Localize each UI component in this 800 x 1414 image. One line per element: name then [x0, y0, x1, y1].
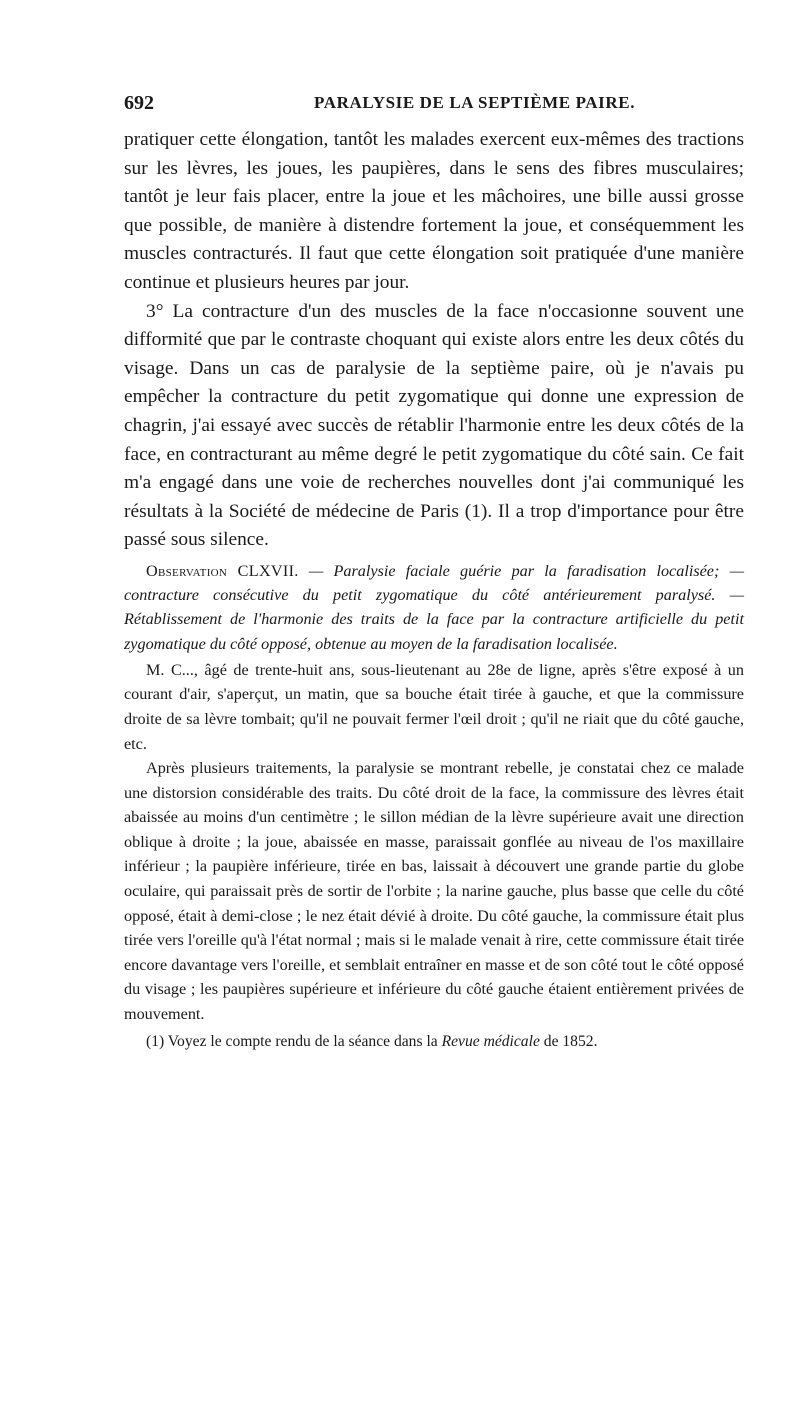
footnote-text-after: de 1852.: [539, 1032, 598, 1050]
running-title: PARALYSIE DE LA SEPTIÈME PAIRE.: [314, 93, 636, 112]
paragraph-elongation: pratiquer cette élongation, tantôt les malades exercent eux-mêmes des tractions sur les lèvres, les joues, les paupières, dans le sens des fibres musculaires; tantôt je leur fais placer, entre la joue et les mâchoires, une bille aussi grosse que possible, de manière à distendre fortement la joue, et conséquemment les muscles contracturés. Il faut que cette élongation soit pratiquée d'une manière continue et plusieurs heures par jour.: [124, 129, 744, 293]
footnote: [124, 1031, 744, 1053]
body-text: [124, 126, 744, 1053]
footnote-text-before: Voyez le compte rendu de la séance dans la: [164, 1032, 442, 1050]
observation-heading: [124, 559, 744, 656]
page-number: 692: [124, 92, 154, 114]
footnote-journal: Revue médicale: [441, 1032, 540, 1050]
page-header: [124, 92, 744, 120]
observation-title: — Paralysie faciale guérie par la faradisation localisée; — contracture consécutive du petit zygomatique du côté antérieurement paralysé. — Rétablissement de l'harmonie des traits de la face par la contracture artificielle du petit zygomatique du côté opposé, obtenue au moyen de la faradisation localisée.: [124, 561, 744, 653]
footnote-marker: (1): [146, 1032, 165, 1050]
observation-label: Observation CLXVII.: [146, 561, 299, 580]
case-paragraph-1: M. C..., âgé de trente-huit ans, sous-lieutenant au 28e de ligne, après s'être exposé à un courant d'air, s'aperçut, un matin, que sa bouche était tirée à gauche, et que la commissure droite de sa lèvre tombait; qu'il ne pouvait fermer l'œil droit ; qu'il ne riait que du côté gauche, etc.: [124, 660, 744, 753]
case-paragraph-2: Après plusieurs traitements, la paralysie se montrant rebelle, je constatai chez ce malade une distorsion considérable des traits. Du côté droit de la face, la commissure des lèvres était abaissée au moins d'un centimètre ; le sillon médian de la lèvre supérieure avait une direction oblique à droite ; la joue, abaissée en masse, paraissait gonflée au niveau de l'os maxillaire inférieur ; la paupière inférieure, tirée en bas, laissait à découvert une grande partie du globe oculaire, qui paraissait près de sortir de l'orbite ; la narine gauche, plus basse que celle du côté opposé, était à demi-close ; le nez était dévié à droite. Du côté gauche, la commissure était plus tirée vers l'oreille qu'à l'état normal ; mais si le malade venait à rire, cette commissure était tirée encore davantage vers l'oreille, et semblait entraîner en masse et de son côté tout le côté opposé du visage ; les paupières supérieure et inférieure du côté gauche étaient entièrement privées de mouvement.: [124, 759, 744, 1024]
paragraph-contracture: 3° La contracture d'un des muscles de la face n'occasionne souvent une difformité que par le contraste choquant qui existe alors entre les deux côtés du visage. Dans un cas de paralysie de la septième paire, où je n'avais pu empêcher la contracture du petit zygomatique qui donne une expression de chagrin, j'ai essayé avec succès de rétablir l'harmonie entre les deux côtés de la face, en contracturant au même degré le petit zygomatique du côté sain. Ce fait m'a engagé dans une voie de recherches nouvelles dont j'ai communiqué les résultats à la Société de médecine de Paris (1). Il a trop d'importance pour être passé sous silence.: [124, 300, 744, 551]
